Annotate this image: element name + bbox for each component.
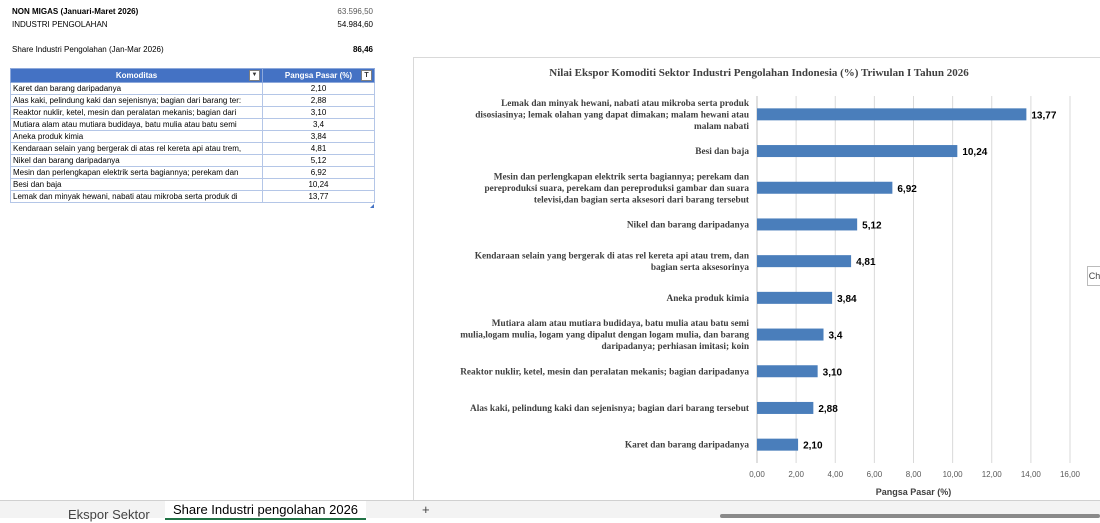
- filter-active-icon[interactable]: T: [361, 70, 372, 81]
- category-label: Aneka produk kimia: [666, 293, 749, 304]
- table-row[interactable]: [11, 155, 375, 167]
- data-label: 13,77: [1031, 110, 1057, 122]
- data-label: 2,88: [818, 403, 838, 415]
- add-sheet-icon: +: [422, 502, 430, 517]
- data-label: 10,24: [962, 147, 988, 159]
- category-label: Mesin dan perlengkapan elektrik serta bagiannya; perekam dan: [493, 172, 749, 183]
- category-label: televisi,dan bagian serta aksesori dari barang tersebut: [533, 195, 749, 206]
- cell-komoditas[interactable]: Besi dan baja: [11, 179, 263, 191]
- cell-komoditas[interactable]: Alas kaki, pelindung kaki dan sejenisnya; bagian dari barang ter:: [11, 95, 263, 107]
- cell-pangsa[interactable]: 6,92: [263, 167, 375, 179]
- nonmigas-label: NON MIGAS (Januari-Maret 2026): [12, 7, 139, 16]
- bar: [757, 182, 892, 194]
- x-tick-label: 16,00: [1059, 470, 1081, 479]
- x-tick-label: 8,00: [905, 470, 922, 479]
- category-label: pereproduksi suara, perekam dan pereproduksi gambar dan suara: [484, 183, 749, 194]
- tab-share-industri-label: Share Industri pengolahan 2026: [173, 502, 359, 517]
- add-sheet-button[interactable]: [414, 501, 438, 518]
- x-tick-label: 0,00: [749, 470, 765, 479]
- data-label: 5,12: [862, 220, 882, 232]
- category-label: Reaktor nuklir, ketel, mesin dan peralatan mekanis; bagian daripadanya: [460, 367, 749, 378]
- cell-komoditas[interactable]: Nikel dan barang daripadanya: [11, 155, 263, 167]
- cell-pangsa[interactable]: 3,84: [263, 131, 375, 143]
- cell-komoditas[interactable]: Mesin dan perlengkapan elektrik serta bagiannya; perekam dan: [11, 167, 263, 179]
- header-pangsa: [263, 69, 375, 83]
- sheet-tab-bar: [0, 500, 1100, 522]
- table-row[interactable]: [11, 107, 375, 119]
- category-label: Besi dan baja: [695, 147, 749, 158]
- data-label: 4,81: [856, 257, 876, 269]
- cell-komoditas[interactable]: Reaktor nuklir, ketel, mesin dan peralatan mekanis; bagian dari: [11, 107, 263, 119]
- nonmigas-value: 63.596,50: [337, 7, 373, 16]
- data-label: 3,4: [828, 330, 843, 342]
- summary-share: [12, 45, 373, 55]
- header-komoditas: [11, 69, 263, 83]
- industri-value: 54.984,60: [337, 20, 373, 29]
- category-label: mulia,logam mulia, logam yang dipalut dengan logam mulia, dan barang: [460, 330, 749, 341]
- x-tick-label: 12,00: [981, 470, 1002, 479]
- horizontal-scrollbar[interactable]: [720, 514, 1100, 518]
- cell-pangsa[interactable]: 4,81: [263, 143, 375, 155]
- category-label: Kendaraan selain yang bergerak di atas rel kereta api atau trem, dan: [474, 251, 749, 262]
- cell-komoditas[interactable]: Kendaraan selain yang bergerak di atas rel kereta api atau trem,: [11, 143, 263, 155]
- bar: [757, 145, 957, 157]
- table-row[interactable]: [11, 131, 375, 143]
- data-label: 3,84: [837, 293, 857, 305]
- tab-ekspor-sektor-label: Ekspor Sektor: [68, 507, 150, 522]
- bar: [757, 218, 857, 230]
- komoditas-table: [10, 68, 375, 203]
- header-pangsa-label: Pangsa Pasar (%): [284, 71, 353, 80]
- tab-ekspor-sektor[interactable]: [60, 506, 168, 523]
- cell-pangsa[interactable]: 13,77: [263, 191, 375, 203]
- x-tick-label: 6,00: [866, 470, 883, 479]
- bar: [757, 108, 1026, 120]
- category-label: malam nabati: [693, 121, 749, 132]
- category-label: bagian serta aksesorinya: [650, 262, 749, 273]
- bar: [757, 402, 813, 414]
- chart-container[interactable]: [413, 57, 1100, 509]
- table-row[interactable]: [11, 143, 375, 155]
- table-row[interactable]: [11, 179, 375, 191]
- cell-pangsa[interactable]: 10,24: [263, 179, 375, 191]
- summary-industri: [12, 20, 373, 30]
- bar: [757, 439, 798, 451]
- bar: [757, 329, 824, 341]
- filter-dropdown-icon[interactable]: ▼: [249, 70, 260, 81]
- tab-share-industri[interactable]: [165, 501, 366, 520]
- table-row[interactable]: [11, 83, 375, 95]
- cell-pangsa[interactable]: 2,88: [263, 95, 375, 107]
- chart-side-button[interactable]: Ch: [1087, 266, 1100, 286]
- bar: [757, 365, 818, 377]
- cell-pangsa[interactable]: 2,10: [263, 83, 375, 95]
- x-axis-label: Pangsa Pasar (%): [875, 487, 952, 497]
- bar-chart: [414, 58, 1100, 508]
- table-row[interactable]: [11, 167, 375, 179]
- data-label: 3,10: [822, 367, 843, 379]
- category-label: disosiasinya; lemak olahan yang dapat dimakan; malam hewani atau: [475, 110, 749, 121]
- cell-komoditas[interactable]: Lemak dan minyak hewani, nabati atau mikroba serta produk di: [11, 191, 263, 203]
- table-row[interactable]: [11, 191, 375, 203]
- table-row[interactable]: [11, 95, 375, 107]
- cell-komoditas[interactable]: Karet dan barang daripadanya: [11, 83, 263, 95]
- x-tick-label: 2,00: [788, 470, 804, 479]
- share-label: Share Industri Pengolahan (Jan-Mar 2026): [12, 45, 164, 54]
- x-tick-label: 4,00: [827, 470, 844, 479]
- cell-komoditas[interactable]: Mutiara alam atau mutiara budidaya, batu mulia atau batu semi: [11, 119, 263, 131]
- table-resize-handle-icon[interactable]: [370, 204, 374, 208]
- data-label: 6,92: [897, 183, 917, 195]
- header-komoditas-label: Komoditas: [115, 71, 158, 80]
- category-label: Nikel dan barang daripadanya: [626, 220, 749, 231]
- cell-komoditas[interactable]: Aneka produk kimia: [11, 131, 263, 143]
- bar: [757, 292, 832, 304]
- cell-pangsa[interactable]: 3,10: [263, 107, 375, 119]
- data-label: 2,10: [803, 440, 823, 452]
- category-label: daripadanya; perhiasan imitasi; koin: [601, 342, 749, 353]
- chart-title: Nilai Ekspor Komoditi Sektor Industri Pengolahan Indonesia (%) Triwulan I Tahun 2026: [549, 67, 969, 79]
- bar: [757, 255, 851, 267]
- table-header-row: [11, 69, 375, 83]
- category-label: Lemak dan minyak hewani, nabati atau mikroba serta produk: [501, 98, 749, 109]
- x-tick-label: 14,00: [1020, 470, 1041, 479]
- table-row[interactable]: [11, 119, 375, 131]
- category-label: Alas kaki, pelindung kaki dan sejenisnya; bagian dari barang tersebut: [470, 403, 749, 414]
- x-tick-label: 10,00: [942, 470, 963, 479]
- category-label: Karet dan barang daripadanya: [624, 440, 749, 451]
- summary-nonmigas: [12, 7, 373, 17]
- industri-label: INDUSTRI PENGOLAHAN: [12, 20, 108, 29]
- category-label: Mutiara alam atau mutiara budidaya, batu mulia atau batu semi: [491, 319, 749, 330]
- cell-pangsa[interactable]: 3,4: [263, 119, 375, 131]
- share-value: 86,46: [352, 45, 373, 54]
- cell-pangsa[interactable]: 5,12: [263, 155, 375, 167]
